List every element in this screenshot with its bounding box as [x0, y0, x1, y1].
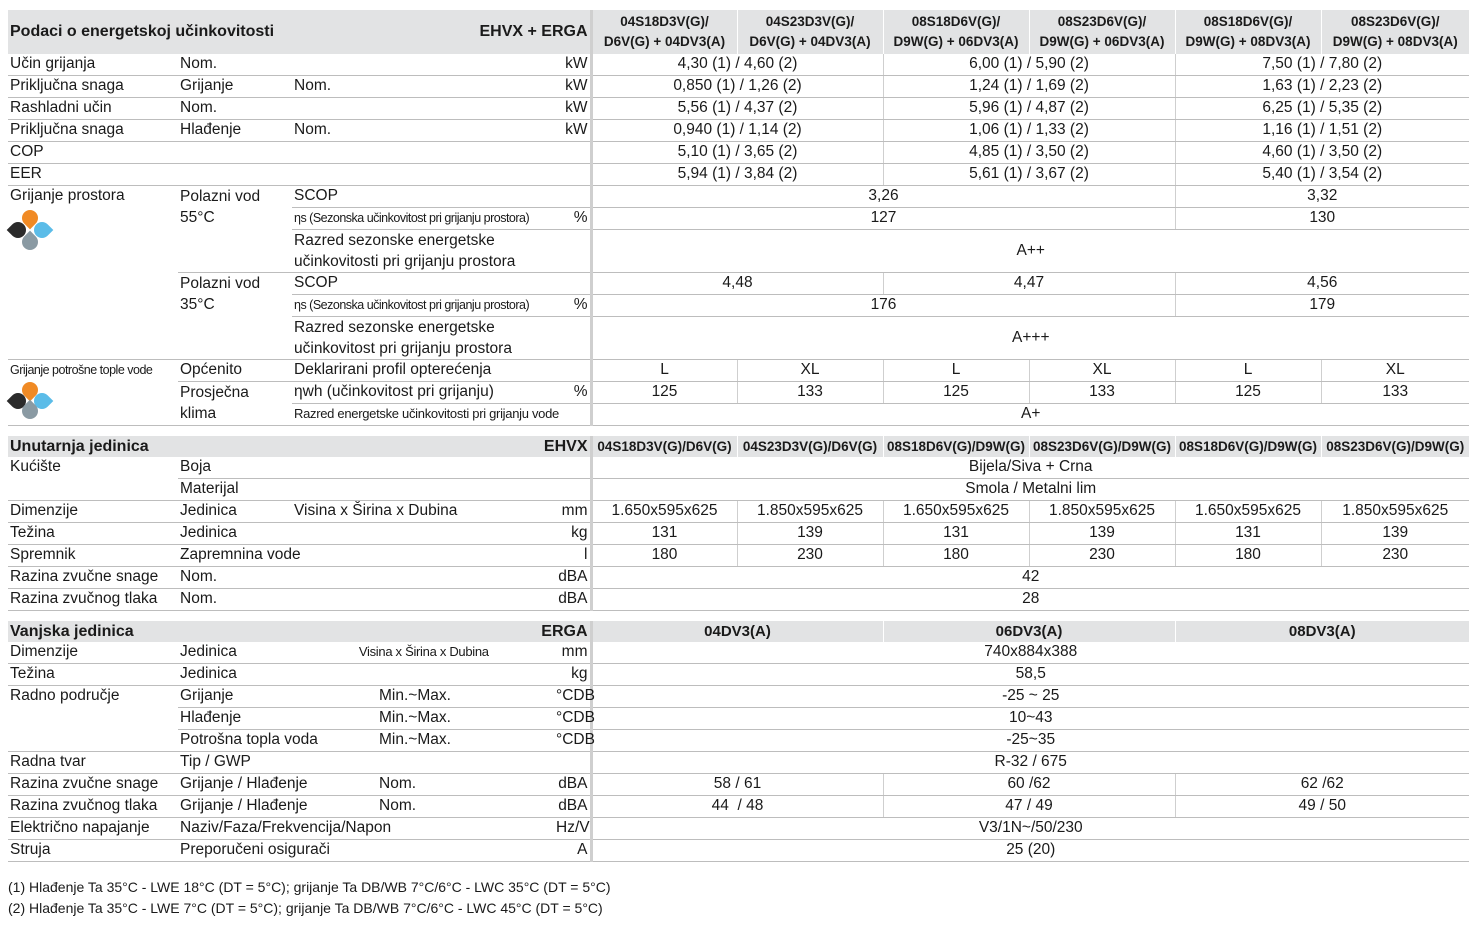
model-header: 08S23D6V(G)/ D9W(G) + 06DV3(A) — [1029, 10, 1175, 54]
cell-value: 5,10 (1) / 3,65 (2) — [591, 142, 883, 164]
model-header: 04S23D3V(G)/D6V(G) — [737, 436, 883, 457]
cell-value: 180 — [1175, 545, 1321, 567]
table-row — [8, 840, 1469, 862]
cell-value: 125 — [883, 382, 1029, 404]
table-row — [8, 708, 1469, 730]
table-row — [8, 752, 1469, 774]
row-label: Radno područje — [8, 686, 178, 752]
cell-value: 3,32 — [1175, 186, 1469, 208]
heating-droplet-icon — [10, 210, 50, 252]
row-label: Radna tvar — [8, 752, 178, 774]
row-label: Električno napajanje — [8, 818, 178, 840]
table-row — [8, 642, 1469, 664]
row-detail: ηwh (učinkovitost pri grijanju) — [292, 382, 554, 404]
row-sublabel: Tip / GWP — [178, 752, 591, 774]
cell-value: 4,48 — [591, 273, 883, 295]
table-row — [8, 664, 1469, 686]
row-sublabel: Grijanje / Hlađenje Nom. — [178, 774, 554, 796]
cell-value: 127 — [591, 208, 1175, 230]
row-label: Grijanje prostora — [10, 187, 125, 204]
cell-value: 4,60 (1) / 3,50 (2) — [1175, 142, 1469, 164]
cell-value: L — [883, 360, 1029, 382]
footnote: (2) Hlađenje Ta 35°C - LWE 7°C (DT = 5°C); grijanje Ta DB/WB 7°C/6°C - LWC 45°C (DT = 5°C) — [8, 900, 603, 916]
cell-value: 1,63 (1) / 2,23 (2) — [1175, 76, 1469, 98]
cell-value: 139 — [1029, 523, 1175, 545]
table-row — [8, 76, 1469, 98]
cell-value: 131 — [883, 523, 1029, 545]
row-sublabel: Nom. — [178, 589, 554, 611]
footnotes — [8, 877, 611, 919]
row-sublabel: Jedinica — [178, 523, 554, 545]
table-row — [8, 382, 1469, 404]
row-sublabel: Naziv/Faza/Frekvencija/Napon — [178, 818, 554, 840]
unit: kg — [554, 523, 591, 545]
table-row — [8, 686, 1469, 708]
cell-value: 5,40 (1) / 3,54 (2) — [1175, 164, 1469, 186]
row-label: Priključna snaga — [8, 76, 178, 98]
row-label: Grijanje potrošne tople vode — [10, 363, 153, 377]
cell-value: L — [591, 360, 737, 382]
row-detail: Razred sezonske energetske učinkovitost pri grijanju prostora — [292, 317, 591, 360]
row-sublabel: Grijanje / Hlađenje Nom. — [178, 796, 554, 818]
row-label: Priključna snaga — [8, 120, 178, 142]
table-row — [8, 730, 1469, 752]
row-sublabel: Zapremnina vode — [178, 545, 554, 567]
row-label: Učin grijanja — [8, 54, 178, 76]
series-label: EHVX — [292, 436, 591, 457]
row-sublabel: Hlađenje — [178, 120, 292, 142]
cell-value: V3/1N~/50/230 — [591, 818, 1469, 840]
section-title: Unutarnja jedinica — [8, 436, 292, 457]
cell-value: 133 — [737, 382, 883, 404]
row-label: EER — [8, 164, 591, 186]
row-label: COP — [8, 142, 591, 164]
row-detail: SCOP — [292, 273, 591, 295]
cell-value: 4,85 (1) / 3,50 (2) — [883, 142, 1175, 164]
cell-value: 176 — [591, 295, 1175, 317]
cell-value: A+++ — [591, 317, 1469, 360]
row-label: Spremnik — [8, 545, 178, 567]
row-detail: Visina x Širina x Dubina — [292, 501, 554, 523]
row-sublabel: Boja — [178, 457, 591, 479]
cell-value: 1.850x595x625 — [737, 501, 883, 523]
table-row — [8, 164, 1469, 186]
cell-value: 1.850x595x625 — [1029, 501, 1175, 523]
cell-value: 179 — [1175, 295, 1469, 317]
cell-value: 230 — [737, 545, 883, 567]
cell-value: 44 / 48 — [591, 796, 883, 818]
dhw-cell — [8, 360, 178, 426]
unit: % — [554, 295, 591, 317]
cell-value: 6,00 (1) / 5,90 (2) — [883, 54, 1175, 76]
cell-value: L — [1175, 360, 1321, 382]
unit: l — [554, 545, 591, 567]
unit: °CDB — [554, 708, 591, 730]
row-sublabel: Općenito — [178, 360, 292, 382]
model-header: 08S18D6V(G)/ D9W(G) + 08DV3(A) — [1175, 10, 1321, 54]
cell-value: A++ — [591, 230, 1469, 273]
row-detail: Nom. — [292, 76, 554, 98]
unit: kW — [554, 120, 591, 142]
row-label: Razina zvučnog tlaka — [8, 589, 178, 611]
row-detail: Razred sezonske energetske učinkovitosti pri grijanju prostora — [292, 230, 591, 273]
series-label: EHVX + ERGA — [292, 10, 591, 54]
table-row — [8, 457, 1469, 479]
cell-value: XL — [1321, 360, 1469, 382]
cell-value: 230 — [1321, 545, 1469, 567]
cell-value: 0,940 (1) / 1,14 (2) — [591, 120, 883, 142]
row-sublabel: Nom. — [178, 98, 554, 120]
cell-value: 4,30 (1) / 4,60 (2) — [591, 54, 883, 76]
cell-value: XL — [737, 360, 883, 382]
row-detail: Razred energetske učinkovitosti pri grijanju vode — [292, 404, 591, 426]
cell-value: 49 / 50 — [1175, 796, 1469, 818]
table-row — [8, 523, 1469, 545]
spec-table — [8, 10, 1469, 862]
row-detail: Deklarirani profil opterećenja — [292, 360, 591, 382]
row-label: Težina — [8, 523, 178, 545]
cell-value: 1.650x595x625 — [883, 501, 1029, 523]
row-label: Razina zvučne snage — [8, 567, 178, 589]
model-header: 08S23D6V(G)/D9W(G) — [1029, 436, 1175, 457]
table-row — [8, 774, 1469, 796]
table-row — [8, 120, 1469, 142]
cell-value: 4,56 — [1175, 273, 1469, 295]
model-header: 08S18D6V(G)/D9W(G) — [1175, 436, 1321, 457]
model-header: 04S18D3V(G)/ D6V(G) + 04DV3(A) — [591, 10, 737, 54]
cell-value: 139 — [1321, 523, 1469, 545]
row-detail: Nom. — [292, 120, 554, 142]
unit: dBA — [554, 774, 591, 796]
unit: dBA — [554, 567, 591, 589]
row-sublabel: Potrošna topla voda Min.~Max. — [178, 730, 554, 752]
row-sublabel: Preporučeni osigurači — [178, 840, 554, 862]
cell-value: 47 / 49 — [883, 796, 1175, 818]
supply-35-label: Polazni vod 35°C — [178, 273, 292, 360]
table-row — [8, 273, 1469, 295]
unit: kW — [554, 54, 591, 76]
outdoor-section-header — [8, 621, 1469, 642]
row-detail: SCOP — [292, 186, 591, 208]
row-label: Razina zvučnog tlaka — [8, 796, 178, 818]
table-row — [8, 479, 1469, 501]
unit: mm — [554, 501, 591, 523]
row-label: Kućište — [8, 457, 178, 501]
cell-value: 133 — [1321, 382, 1469, 404]
cell-value: 180 — [883, 545, 1029, 567]
cell-value: 1,06 (1) / 1,33 (2) — [883, 120, 1175, 142]
row-sublabel: Nom. — [178, 54, 554, 76]
table-row — [8, 567, 1469, 589]
cell-value: 230 — [1029, 545, 1175, 567]
table-row — [8, 98, 1469, 120]
cell-value: 7,50 (1) / 7,80 (2) — [1175, 54, 1469, 76]
cell-value: 125 — [1175, 382, 1321, 404]
row-sublabel: Nom. — [178, 567, 554, 589]
cell-value: 5,94 (1) / 3,84 (2) — [591, 164, 883, 186]
row-label: Rashladni učin — [8, 98, 178, 120]
series-label: ERGA — [292, 621, 591, 642]
row-label: Razina zvučne snage — [8, 774, 178, 796]
cell-value: 0,850 (1) / 1,26 (2) — [591, 76, 883, 98]
model-header: 04DV3(A) — [591, 621, 883, 642]
cell-value: 6,25 (1) / 5,35 (2) — [1175, 98, 1469, 120]
energy-section-header — [8, 10, 1469, 54]
cell-value: 5,61 (1) / 3,67 (2) — [883, 164, 1175, 186]
cell-value: R-32 / 675 — [591, 752, 1469, 774]
table-row — [8, 142, 1469, 164]
cell-value: 10~43 — [591, 708, 1469, 730]
row-sublabel: Grijanje — [178, 76, 292, 98]
model-header: 08S18D6V(G)/ D9W(G) + 06DV3(A) — [883, 10, 1029, 54]
table-row — [8, 54, 1469, 76]
row-detail: ηs (Sezonska učinkovitost pri grijanju prostora) — [292, 295, 554, 317]
table-row — [8, 818, 1469, 840]
unit: dBA — [554, 589, 591, 611]
unit: A — [554, 840, 591, 862]
row-label: Struja — [8, 840, 178, 862]
unit: kg — [554, 664, 591, 686]
cell-value: 62 /62 — [1175, 774, 1469, 796]
model-header: 08S23D6V(G)/ D9W(G) + 08DV3(A) — [1321, 10, 1469, 54]
cell-value: 25 (20) — [591, 840, 1469, 862]
cell-value: 131 — [591, 523, 737, 545]
row-sublabel: Jedinica — [178, 501, 292, 523]
cell-value: 58,5 — [591, 664, 1469, 686]
cell-value: -25~35 — [591, 730, 1469, 752]
table-row — [8, 589, 1469, 611]
row-sublabel: Grijanje Min.~Max. — [178, 686, 554, 708]
cell-value: Smola / Metalni lim — [591, 479, 1469, 501]
unit: kW — [554, 76, 591, 98]
space-heating-cell — [8, 186, 178, 360]
cell-value: 130 — [1175, 208, 1469, 230]
model-header: 08S18D6V(G)/D9W(G) — [883, 436, 1029, 457]
cell-value: 139 — [737, 523, 883, 545]
cell-value: 5,56 (1) / 4,37 (2) — [591, 98, 883, 120]
model-header: 08DV3(A) — [1175, 621, 1469, 642]
indoor-section-header — [8, 436, 1469, 457]
model-header: 06DV3(A) — [883, 621, 1175, 642]
row-sublabel: Jedinica — [178, 664, 554, 686]
cell-value: A+ — [591, 404, 1469, 426]
model-header: 04S18D3V(G)/D6V(G) — [591, 436, 737, 457]
cell-value: 131 — [1175, 523, 1321, 545]
row-sublabel: Jedinica Visina x Širina x Dubina — [178, 642, 554, 664]
row-label: Dimenzije — [8, 642, 178, 664]
section-title: Podaci o energetskoj učinkovitosti — [8, 10, 292, 54]
cell-value: 1,16 (1) / 1,51 (2) — [1175, 120, 1469, 142]
cell-value: XL — [1029, 360, 1175, 382]
cell-value: Bijela/Siva + Crna — [591, 457, 1469, 479]
row-detail: ηs (Sezonska učinkovitost pri grijanju prostora) — [292, 208, 554, 230]
cell-value: 1.850x595x625 — [1321, 501, 1469, 523]
cell-value: 740x884x388 — [591, 642, 1469, 664]
unit: Hz/V — [554, 818, 591, 840]
model-header: 08S23D6V(G)/D9W(G) — [1321, 436, 1469, 457]
cell-value: 180 — [591, 545, 737, 567]
cell-value: 1.650x595x625 — [591, 501, 737, 523]
cell-value: 4,47 — [883, 273, 1175, 295]
table-row — [8, 186, 1469, 208]
unit: mm — [554, 642, 591, 664]
row-label: Dimenzije — [8, 501, 178, 523]
section-title: Vanjska jedinica — [8, 621, 292, 642]
model-header: 04S23D3V(G)/ D6V(G) + 04DV3(A) — [737, 10, 883, 54]
cell-value: 1,24 (1) / 1,69 (2) — [883, 76, 1175, 98]
cell-value: 125 — [591, 382, 737, 404]
table-row — [8, 501, 1469, 523]
row-sublabel: Hlađenje Min.~Max. — [178, 708, 554, 730]
table-row — [8, 545, 1469, 567]
table-row — [8, 360, 1469, 382]
unit: °CDB — [554, 686, 591, 708]
table-row — [8, 796, 1469, 818]
row-sublabel: Materijal — [178, 479, 591, 501]
cell-value: 3,26 — [591, 186, 1175, 208]
cell-value: -25 ~ 25 — [591, 686, 1469, 708]
cell-value: 28 — [591, 589, 1469, 611]
row-label: Težina — [8, 664, 178, 686]
footnote: (1) Hlađenje Ta 35°C - LWE 18°C (DT = 5°C); grijanje Ta DB/WB 7°C/6°C - LWC 35°C (DT = 5°C) — [8, 879, 611, 895]
hot-water-droplet-icon — [10, 382, 50, 418]
spec-sheet — [8, 10, 1469, 862]
supply-55-label: Polazni vod 55°C — [178, 186, 292, 273]
row-sublabel: Prosječna klima — [178, 382, 292, 426]
cell-value: 5,96 (1) / 4,87 (2) — [883, 98, 1175, 120]
cell-value: 42 — [591, 567, 1469, 589]
cell-value: 133 — [1029, 382, 1175, 404]
unit: °CDB — [554, 730, 591, 752]
unit: kW — [554, 98, 591, 120]
unit: % — [554, 208, 591, 230]
cell-value: 1.650x595x625 — [1175, 501, 1321, 523]
cell-value: 58 / 61 — [591, 774, 883, 796]
cell-value: 60 /62 — [883, 774, 1175, 796]
unit: dBA — [554, 796, 591, 818]
unit: % — [554, 382, 591, 404]
